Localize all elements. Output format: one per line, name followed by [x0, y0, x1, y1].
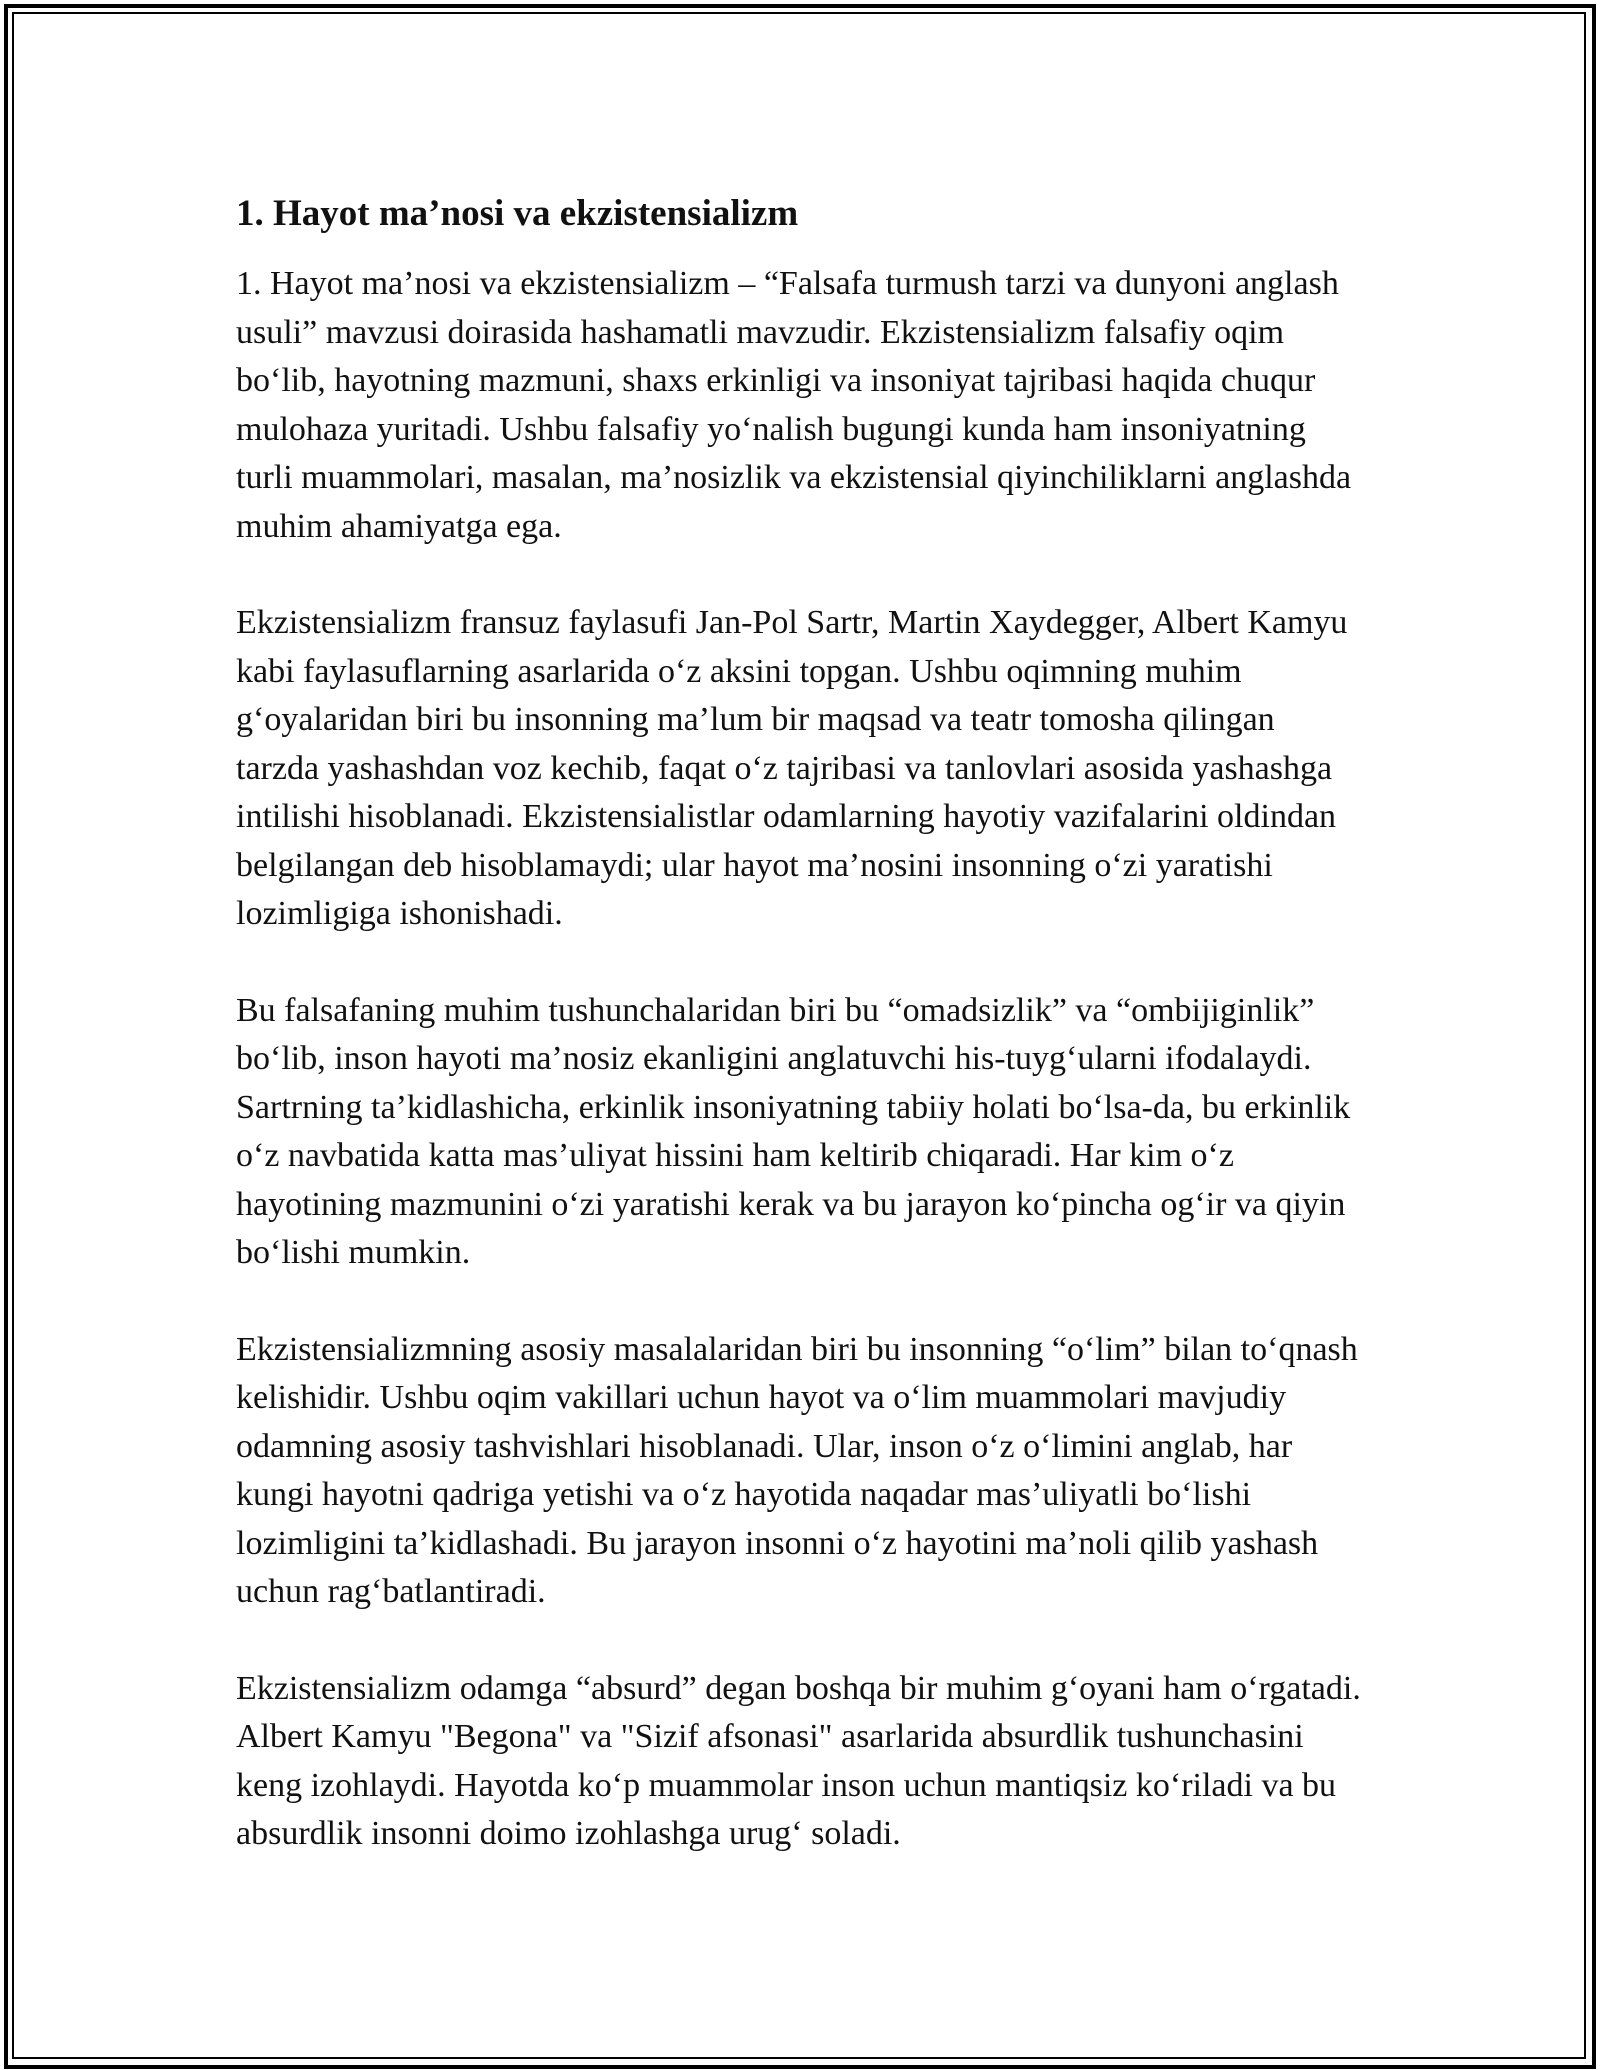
paragraph-absurd: Ekzistensializm odamga “absurd” degan boshqa bir muhim g‘oyani ham o‘rgatadi. Albert Kamyu "Begona" va "Sizif afsonasi" asarlarida absurdlik tushunchasini keng izohlaydi. Hayotda ko‘p muammolar inson uchun mantiqsiz ko‘riladi va bu absurdlik insonni doimo izohlashga urug‘ soladi. — [236, 1669, 1361, 1852]
paragraph-philosophers: Ekzistensializm fransuz faylasufi Jan-Pol Sartr, Martin Xaydegger, Albert Kamyu kabi faylasuflarning asarlarida o‘z aksini topgan. Ushbu oqimning muhim g‘oyalaridan biri bu insonning ma’lum bir maqsad va teatr tomosha qilingan tarzda yashashdan voz kechib, faqat o‘z tajribasi va tanlovlari asosida yashashga intilishi hisoblanadi. Ekzistensialistlar odamlarning hayotiy vazifalarini oldindan belgilangan deb hisoblamaydi; ular hayot ma’nosini insonning o‘zi yaratishi lozimligiga ishonishadi. — [236, 604, 1348, 932]
paragraph-concepts: Bu falsafaning muhim tushunchalaridan biri bu “omadsizlik” va “ombijiginlik” bo‘lib, inson hayoti ma’nosiz ekanligini anglatuvchi his-tuyg‘ularni ifodalaydi. Sartrning ta’kidlashicha, erkinlik insoniyatning tabiiy holati bo‘lsa-da, bu erkinlik o‘z navbatida katta mas’uliyat hissini ham keltirib chiqaradi. Har kim o‘z hayotining mazmunini o‘zi yaratishi kerak va bu jarayon ko‘pincha og‘ir va qiyin bo‘lishi mumkin. — [236, 991, 1351, 1271]
paragraph-death: Ekzistensializmning asosiy masalalaridan biri bu insonning “o‘lim” bilan to‘qnash kelishidir. Ushbu oqim vakillari uchun hayot va o‘lim muammolari mavjudiy odamning asosiy tashvishlari hisoblanadi. Ular, inson o‘z o‘limini anglab, har kungi hayotni qadriga yetishi va o‘z hayotida naqadar mas’uliyatli bo‘lishi lozimligini ta’kidlashadi. Bu jarayon insonni o‘z hayotini ma’noli qilib yashash uchun rag‘batlantiradi. — [236, 1330, 1358, 1610]
document-body — [236, 190, 1366, 1907]
section-heading: 1. Hayot ma’nosi va ekzistensializm — [236, 193, 799, 234]
paragraph-intro: 1. Hayot ma’nosi va ekzistensializm – “Falsafa turmush tarzi va dunyoni anglash usuli” mavzusi doirasida hashamatli mavzudir. Ekzistensializm falsafiy oqim bo‘lib, hayotning mazmuni, shaxs erkinligi va insoniyat tajribasi haqida chuqur mulohaza yuritadi. Ushbu falsafiy yo‘nalish bugungi kunda ham insoniyatning turli muammolari, masalan, ma’nosizlik va ekzistensial qiyinchiliklarni anglashda muhim ahamiyatga ega. — [236, 265, 1352, 545]
